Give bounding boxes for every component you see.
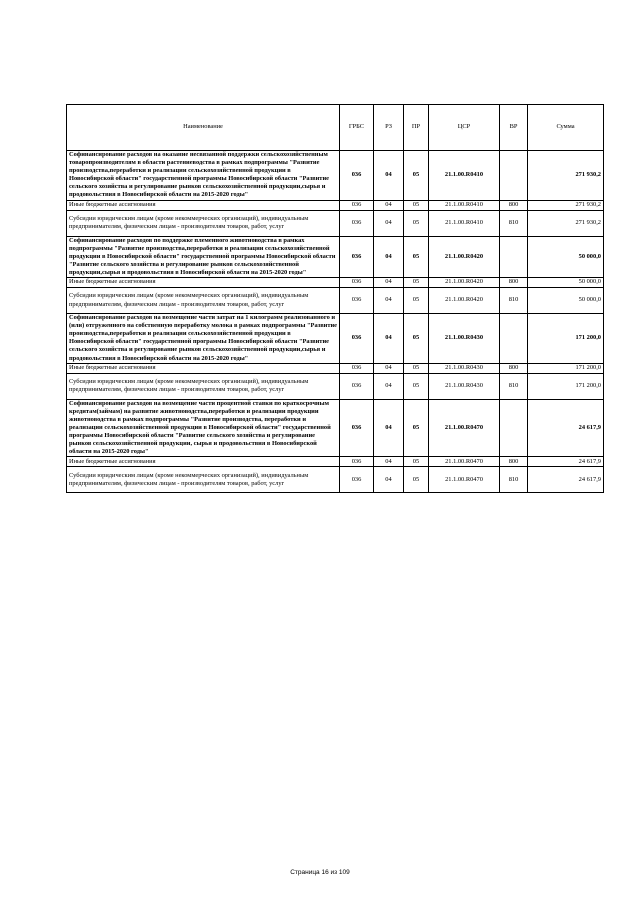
cell-vr: 800 [500,457,528,467]
header-grbs: ГРБС [340,105,374,151]
cell-vr: 800 [500,363,528,373]
cell-csr: 21.1.00.R0470 [429,399,500,457]
cell-grbs: 036 [340,373,374,399]
cell-sum: 24 617,9 [528,399,604,457]
cell-name: Субсидии юридическим лицам (кроме некоммерческих организаций), индивидуальным предпринимателям, физическим лицам - производителям товаров, работ, услуг [67,288,340,314]
cell-csr: 21.1.00.R0470 [429,467,500,493]
header-name: Наименование [67,105,340,151]
cell-csr: 21.1.00.R0410 [429,200,500,210]
table-row [67,236,604,277]
cell-rz: 04 [374,210,404,236]
header-row [67,105,604,151]
cell-csr: 21.1.00.R0430 [429,363,500,373]
cell-sum: 271 930,2 [528,210,604,236]
cell-pr: 05 [404,200,429,210]
cell-grbs: 036 [340,399,374,457]
cell-csr: 21.1.00.R0420 [429,278,500,288]
cell-name: Софинансирование расходов на оказание несвязанной поддержки сельскохозяйственным товаропроизводителям в области растениеводства в рамках подпрограммы "Развитие производства,переработки и реализации сельскохозяйственной продукции в Новосибирской области" государственной программы Новосибирской области "Развитие сельского хозяйства и регулирование рынков сельскохозяйственной продукции,сырья и продовольствия в Новосибирской области на 2015-2020 годы" [67,151,340,201]
cell-pr: 05 [404,457,429,467]
cell-vr [500,151,528,201]
cell-vr: 810 [500,467,528,493]
cell-csr: 21.1.00.R0430 [429,373,500,399]
cell-csr: 21.1.00.R0420 [429,236,500,277]
cell-pr: 05 [404,210,429,236]
budget-table [66,104,604,493]
table-row [67,278,604,288]
cell-vr [500,236,528,277]
cell-name: Иные бюджетные ассигнования [67,278,340,288]
cell-pr: 05 [404,314,429,364]
cell-vr: 810 [500,288,528,314]
header-pr: ПР [404,105,429,151]
cell-sum: 271 930,2 [528,200,604,210]
cell-sum: 171 200,0 [528,314,604,364]
cell-grbs: 036 [340,151,374,201]
cell-pr: 05 [404,278,429,288]
cell-pr: 05 [404,288,429,314]
cell-name: Иные бюджетные ассигнования [67,457,340,467]
cell-pr: 05 [404,399,429,457]
header-rz: РЗ [374,105,404,151]
table-row [67,288,604,314]
cell-csr: 21.1.00.R0410 [429,210,500,236]
cell-rz: 04 [374,288,404,314]
cell-rz: 04 [374,363,404,373]
cell-grbs: 036 [340,288,374,314]
cell-grbs: 036 [340,457,374,467]
cell-vr [500,399,528,457]
header-sum: Сумма [528,105,604,151]
cell-sum: 50 000,0 [528,236,604,277]
table-row [67,314,604,364]
cell-sum: 24 617,9 [528,467,604,493]
cell-name: Софинансирование расходов на возмещение части затрат на 1 килограмм реализованного и (или) отгруженного на собственную переработку молока в рамках подпрограммы "Развитие производства,переработки и реализации сельскохозяйственной продукции в Новосибирской области" государственной программы Новосибирской области "Развитие сельского хозяйства и регулирование рынков сельскохозяйственной продукции,сырья и продовольствия в Новосибирской области на 2015-2020 годы" [67,314,340,364]
cell-pr: 05 [404,467,429,493]
cell-grbs: 036 [340,210,374,236]
cell-vr [500,314,528,364]
cell-name: Софинансирование расходов на возмещение части процентной ставки по краткосрочным кредитам(займам) на развитие животноводства,переработки и реализации продукции животноводства в рамках подпрограммы "Развитие производства, переработки и реализации сельскохозяйственной продукции в Новосибирской области" государственной программы Новосибирской области "Развитие сельского хозяйства и регулирование рынков сельскохозяйственной продукции, сырья и продовольствия в Новосибирской области на 2015-2020 годы" [67,399,340,457]
cell-pr: 05 [404,236,429,277]
cell-csr: 21.1.00.R0420 [429,288,500,314]
cell-csr: 21.1.00.R0470 [429,457,500,467]
cell-name: Субсидии юридическим лицам (кроме некоммерческих организаций), индивидуальным предпринимателям, физическим лицам - производителям товаров, работ, услуг [67,467,340,493]
cell-rz: 04 [374,278,404,288]
cell-pr: 05 [404,363,429,373]
cell-sum: 24 617,9 [528,457,604,467]
cell-rz: 04 [374,236,404,277]
table-row [67,151,604,201]
cell-vr: 810 [500,210,528,236]
table-row [67,210,604,236]
cell-grbs: 036 [340,278,374,288]
table-body [67,151,604,493]
table-row [67,399,604,457]
cell-name: Субсидии юридическим лицам (кроме некоммерческих организаций), индивидуальным предпринимателям, физическим лицам - производителям товаров, работ, услуг [67,210,340,236]
page-number: Страница 16 из 109 [290,869,350,876]
cell-rz: 04 [374,399,404,457]
cell-pr: 05 [404,151,429,201]
cell-sum: 171 200,0 [528,373,604,399]
cell-rz: 04 [374,457,404,467]
cell-grbs: 036 [340,314,374,364]
header-csr: ЦСР [429,105,500,151]
cell-vr: 810 [500,373,528,399]
cell-rz: 04 [374,373,404,399]
cell-rz: 04 [374,467,404,493]
header-vr: ВР [500,105,528,151]
cell-sum: 50 000,0 [528,278,604,288]
cell-name: Иные бюджетные ассигнования [67,200,340,210]
cell-grbs: 036 [340,363,374,373]
cell-vr: 800 [500,278,528,288]
table-row [67,457,604,467]
cell-sum: 171 200,0 [528,363,604,373]
cell-name: Софинансирование расходов по поддержке племенного животноводства в рамках подпрограммы "Развитие производства,переработки и реализации сельскохозяйственной продукции в Новосибирской области" государственной программы Новосибирской области "Развитие сельского хозяйства и регулирование рынков сельскохозяйственной продукции,сырья и продовольствия в Новосибирской области на 2015-2020 годы" [67,236,340,277]
cell-csr: 21.1.00.R0430 [429,314,500,364]
cell-pr: 05 [404,373,429,399]
table-row [67,363,604,373]
cell-sum: 50 000,0 [528,288,604,314]
table-row [67,373,604,399]
cell-grbs: 036 [340,467,374,493]
cell-name: Иные бюджетные ассигнования [67,363,340,373]
cell-grbs: 036 [340,236,374,277]
cell-rz: 04 [374,314,404,364]
cell-rz: 04 [374,151,404,201]
cell-name: Субсидии юридическим лицам (кроме некоммерческих организаций), индивидуальным предпринимателям, физическим лицам - производителям товаров, работ, услуг [67,373,340,399]
cell-vr: 800 [500,200,528,210]
table-row [67,200,604,210]
cell-grbs: 036 [340,200,374,210]
cell-rz: 04 [374,200,404,210]
cell-csr: 21.1.00.R0410 [429,151,500,201]
table-row [67,467,604,493]
cell-sum: 271 930,2 [528,151,604,201]
